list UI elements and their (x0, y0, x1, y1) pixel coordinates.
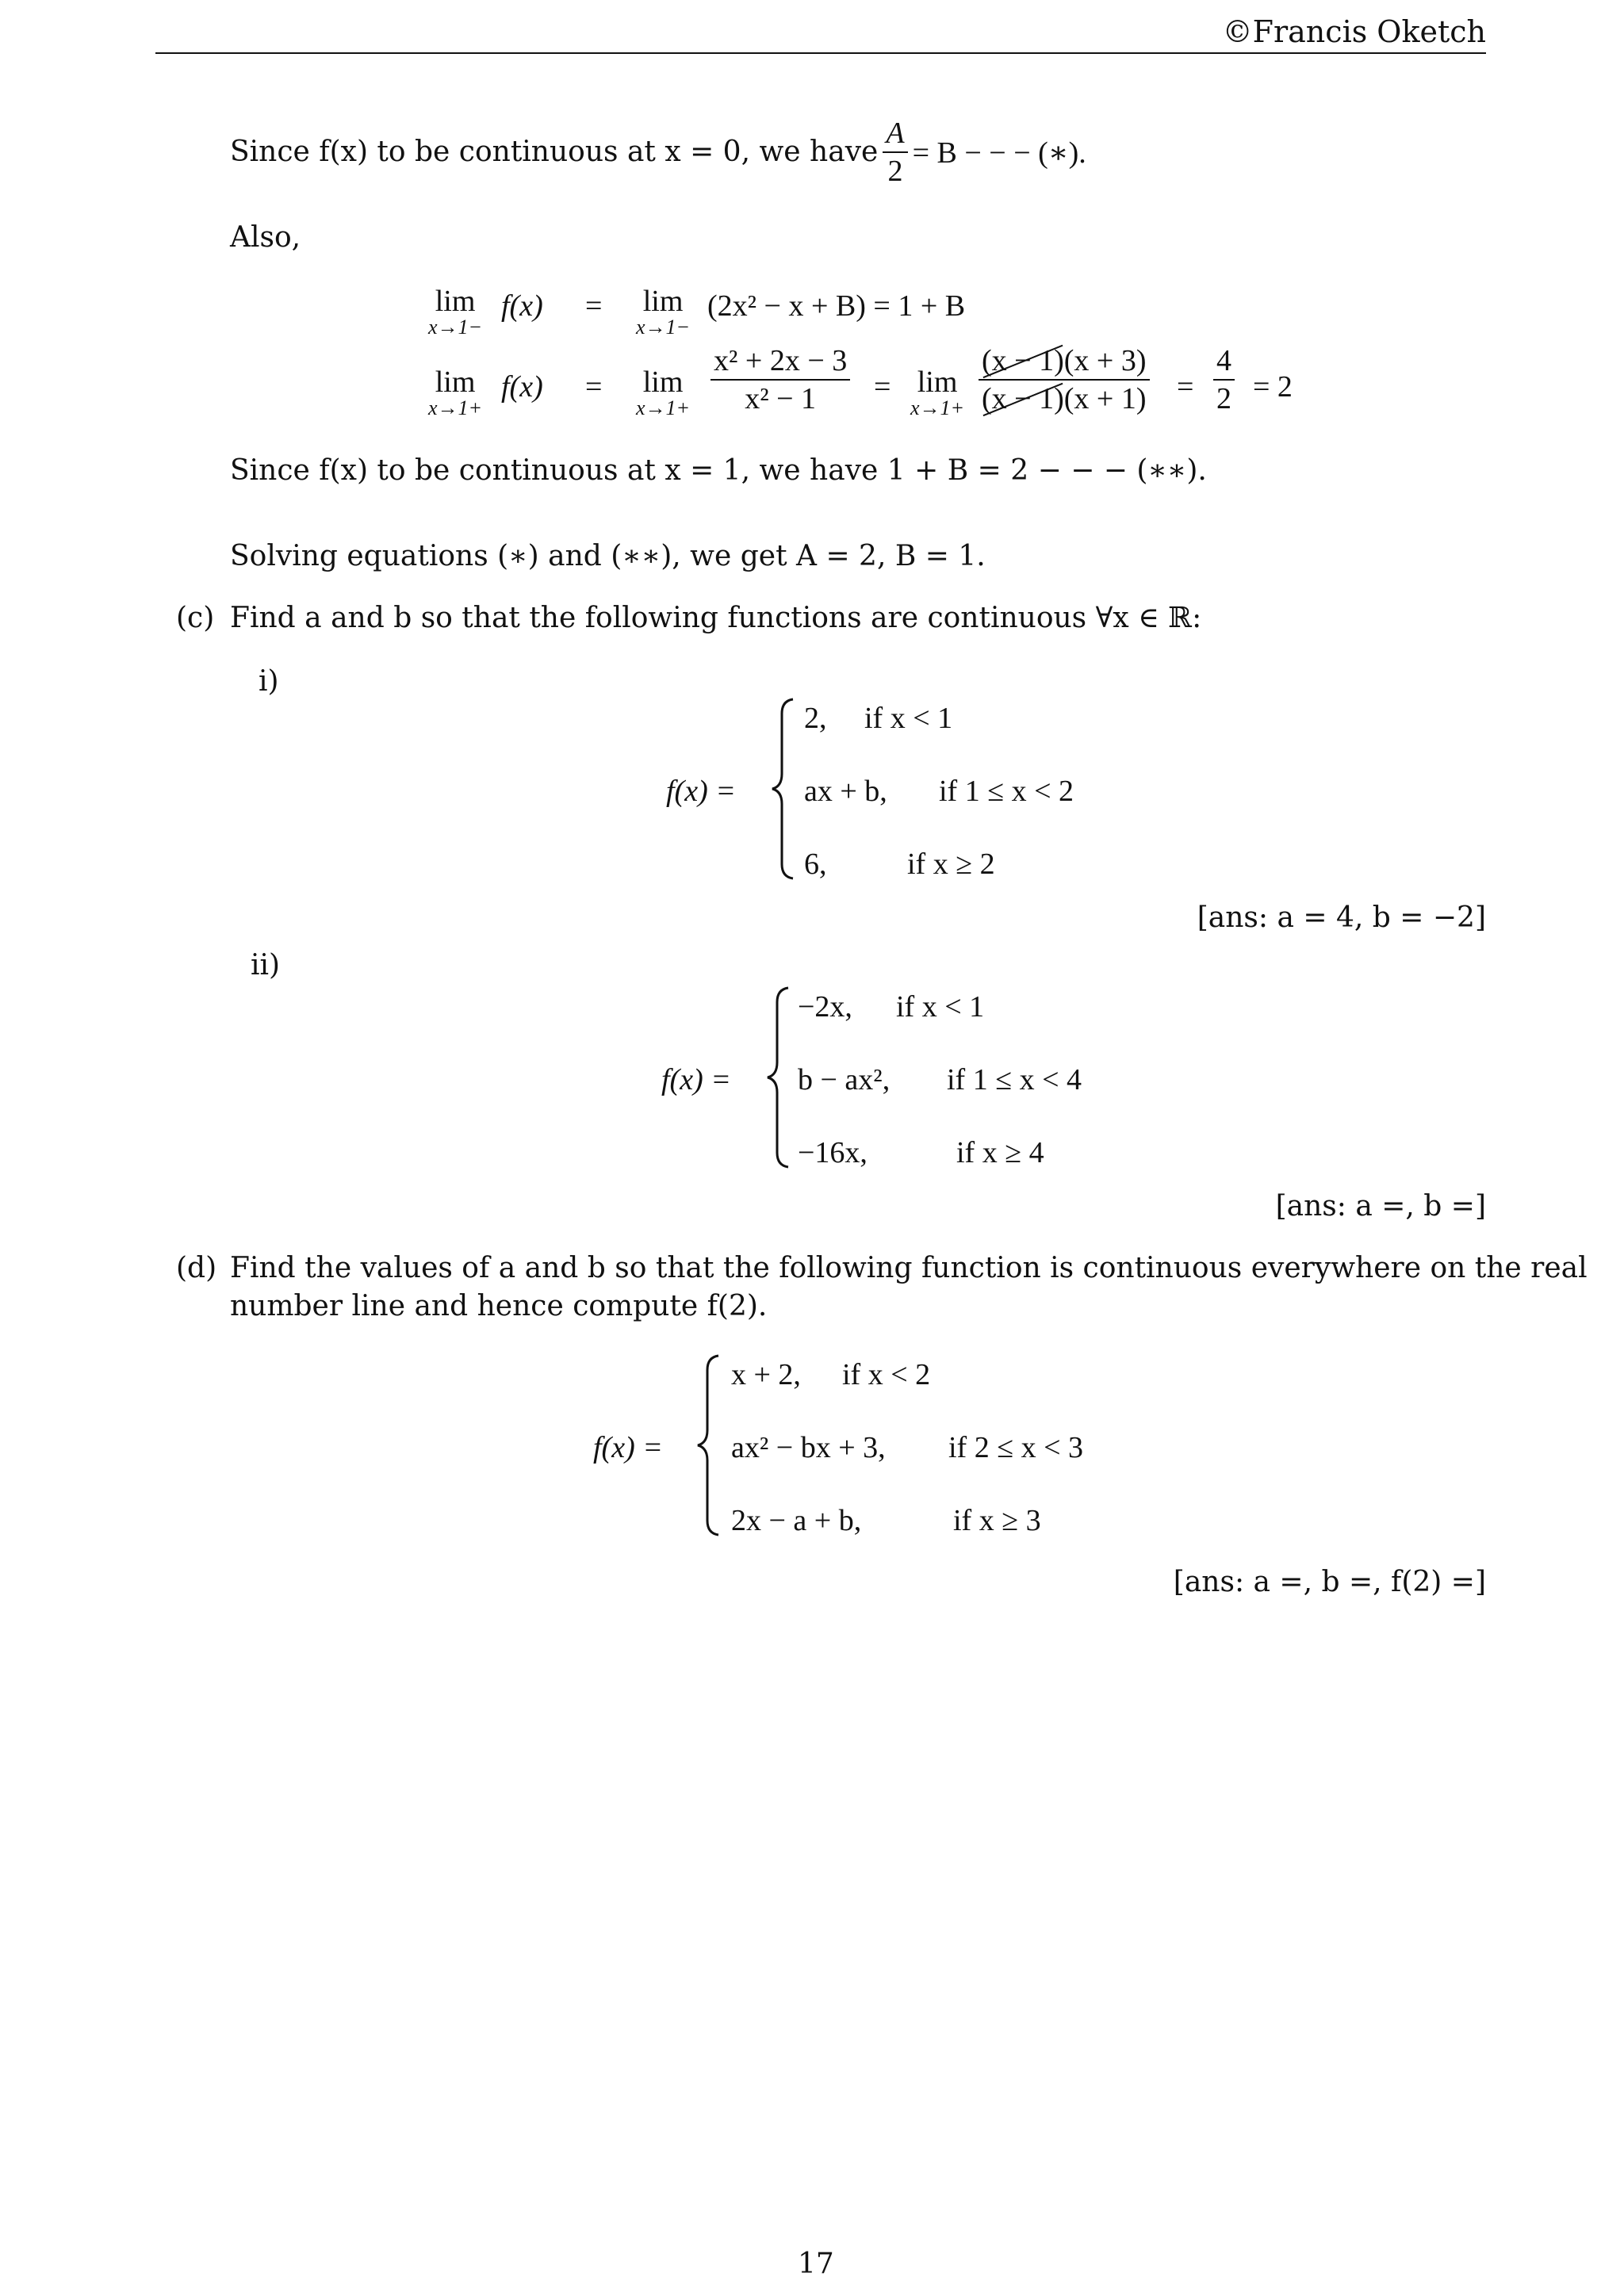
answer-d: [ans: a =, b =, f(2) =] (1173, 1566, 1486, 1598)
case-d-2-cond: if 2 ≤ x < 3 (948, 1431, 1083, 1464)
answer-ii: [ans: a =, b =] (1275, 1190, 1486, 1223)
equals-4: = (1177, 370, 1194, 404)
item-ii-label: ii) (251, 949, 281, 982)
rhs-lim-left (636, 285, 690, 338)
case-d-2-expr: ax² − bx + 3, (731, 1431, 886, 1464)
lim-left (428, 285, 482, 338)
case-ii-3-cond: if x ≥ 4 (956, 1136, 1044, 1169)
case-i-1-expr: 2, (804, 702, 827, 735)
case-i-3-cond: if x ≥ 2 (907, 848, 995, 881)
piecewise-ii-lhs: f(x) = (661, 1063, 731, 1096)
cancelled-factor: (x − 1) (982, 382, 1064, 415)
brace-i (769, 698, 798, 880)
remaining-factor: (x + 1) (1063, 382, 1147, 415)
fx-right: f(x) (501, 370, 543, 404)
lim-sub: x→1+ (428, 396, 483, 419)
frac-den: 2 (887, 155, 903, 188)
continuity-at-one-line: Since f(x) to be continuous at x = 1, we have 1 + B = 2 − − − (∗∗). (230, 454, 1207, 487)
brace-d (695, 1354, 723, 1536)
item-i-label: i) (259, 665, 279, 698)
limit-row-right (428, 344, 1380, 431)
eq-tail-a: = B − − − (∗). (912, 136, 1086, 170)
since-text-a: Since f(x) to be continuous at x = 0, we have (230, 136, 879, 168)
frac-num: x² + 2x − 3 (710, 344, 850, 381)
case-d-3-cond: if x ≥ 3 (953, 1504, 1041, 1537)
lim-sub: x→1− (636, 316, 691, 339)
rhs-expr-left: (2x² − x + B) = 1 + B (707, 289, 966, 323)
frac-den: 2 (1216, 382, 1231, 415)
case-ii-1-expr: −2x, (798, 990, 852, 1024)
part-c-label: (c) (176, 602, 215, 634)
solving-line: Solving equations (∗) and (∗∗), we get A = 2, B = 1. (230, 540, 986, 572)
case-d-1-expr: x + 2, (731, 1358, 801, 1391)
case-ii-1-cond: if x < 1 (896, 990, 985, 1024)
case-ii-2-cond: if 1 ≤ x < 4 (947, 1063, 1082, 1096)
also-label: Also, (230, 221, 301, 254)
case-i-3-expr: 6, (804, 848, 827, 881)
lim-word: lim (435, 285, 476, 318)
lim-right (428, 366, 482, 419)
rhs-lim-right (636, 366, 690, 419)
part-d-text-line1: Find the values of a and b so that the following function is continuous everywhere on the real (230, 1252, 1588, 1284)
answer-i: [ans: a = 4, b = −2] (1197, 901, 1486, 934)
piecewise-d-lhs: f(x) = (593, 1431, 663, 1464)
lim-word: lim (642, 285, 684, 318)
lim-sub: x→1+ (910, 396, 965, 419)
fraction-factored (979, 344, 1150, 415)
case-i-1-cond: if x < 1 (864, 702, 953, 735)
cancelled-factor: (x − 1) (982, 344, 1064, 377)
equals-2: = (585, 370, 603, 404)
lim-word: lim (917, 365, 958, 399)
continuity-at-zero-line (230, 113, 1086, 192)
fraction-quadratic (710, 344, 850, 415)
case-ii-3-expr: −16x, (798, 1136, 868, 1169)
case-d-3-expr: 2x − a + b, (731, 1504, 862, 1537)
lim-second (910, 366, 964, 419)
header-rule (155, 52, 1486, 54)
brace-ii (764, 986, 793, 1169)
frac-num (979, 344, 1150, 381)
lim-word: lim (435, 365, 476, 399)
case-i-2-expr: ax + b, (804, 775, 887, 808)
frac-num: 4 (1213, 344, 1235, 381)
case-ii-2-expr: b − ax², (798, 1063, 891, 1096)
part-d-text-line2: number line and hence compute f(2). (230, 1290, 768, 1322)
fx-left: f(x) (501, 289, 543, 323)
frac-den (979, 381, 1150, 415)
frac-den: x² − 1 (745, 382, 817, 415)
copyright-header: ©Francis Oketch (1222, 14, 1486, 49)
lim-sub: x→1− (428, 316, 483, 339)
frac-num: A (883, 117, 907, 153)
part-d-label: (d) (176, 1252, 217, 1284)
case-d-1-cond: if x < 2 (842, 1358, 931, 1391)
equals-two: = 2 (1253, 370, 1293, 404)
equals-3: = (874, 370, 891, 404)
piecewise-i-lhs: f(x) = (666, 775, 736, 808)
page-number: 17 (798, 2248, 834, 2280)
lim-word: lim (642, 365, 684, 399)
remaining-factor: (x + 3) (1063, 344, 1147, 377)
a-over-2-fraction (883, 117, 907, 188)
case-i-2-cond: if 1 ≤ x < 2 (939, 775, 1074, 808)
fraction-four-halves (1213, 344, 1235, 415)
equals-1: = (585, 289, 603, 323)
part-c-text: Find a and b so that the following functions are continuous ∀x ∈ ℝ: (230, 602, 1202, 634)
lim-sub: x→1+ (636, 396, 691, 419)
